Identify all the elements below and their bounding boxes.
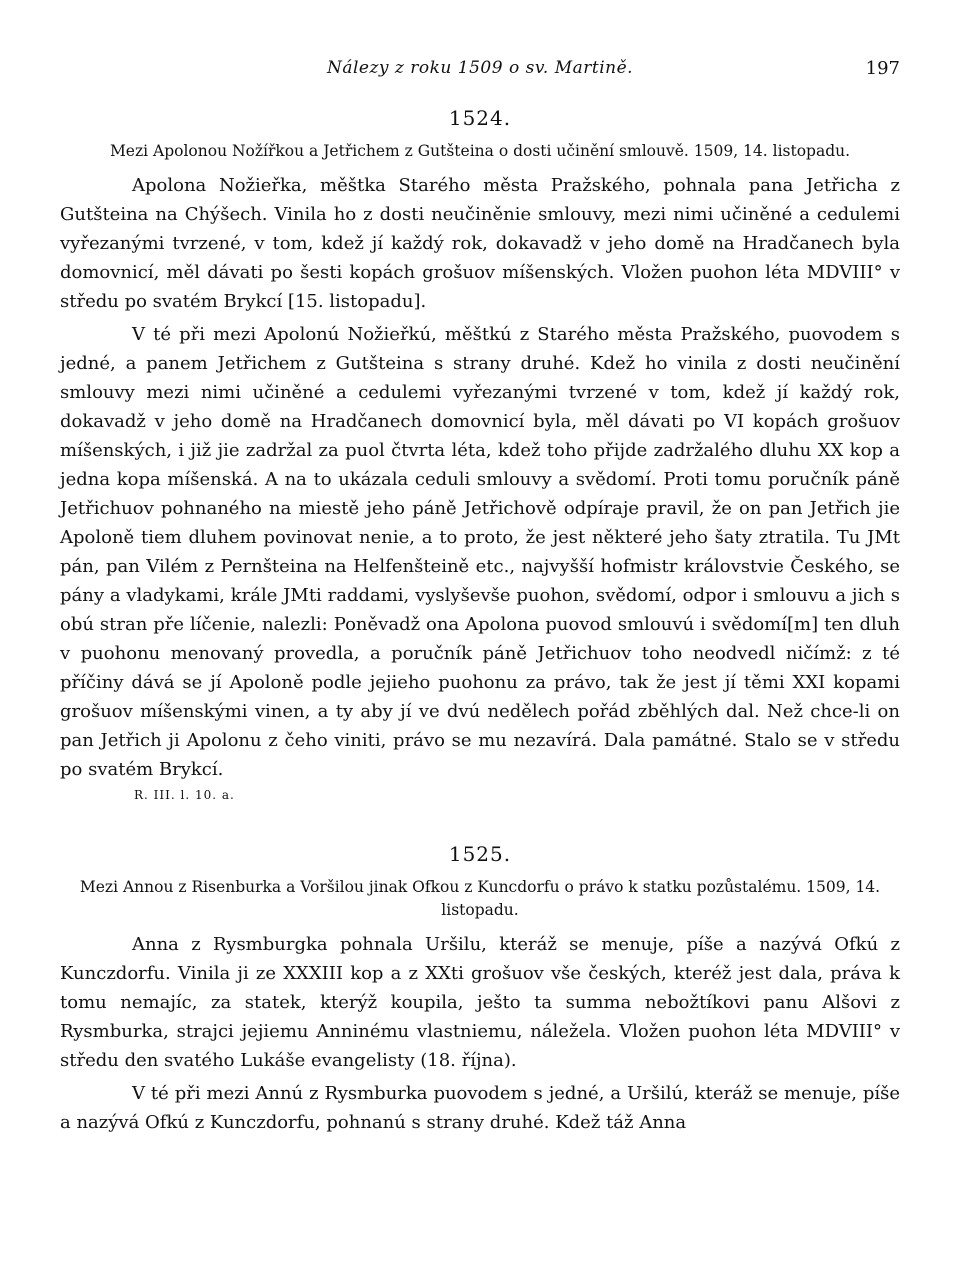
entry-1525 xyxy=(60,842,900,1137)
entry-paragraph: V té při mezi Apolonú Nožieřkú, měštkú z Starého města Pražského, puovodem s jedné, a panem Jetřichem z Gutšteina s strany druhé. Kdež ho vinila z dosti neučinění smlouvy mezi nimi učiněné a cedulemi vyřezanými tvrzené v tom, kdež jí každý rok, dokavadž v jeho domě na Hradčanech domovnicí byla, měl dávati po VI kopách grošuov míšenských, i již jie zadržal za puol čtvrta léta, kdež toho přijde zadržalého dluhu XX kop a jedna kopa míšenská. A na to ukázala ceduli smlouvy a svědomí. Proti tomu poručník páně Jetřichuov pohnaného na miestě jeho páně Jetřichově odpíraje pravil, že on pan Jetřich jie Apoloně tiem dluhem povinovat nenie, a to proto, že jest některé jeho šaty ztratila. Tu JMt pán, pan Vilém z Pernšteina na Helfenšteině etc., najvyšší hofmistr královstvie Českého, se pány a vladykami, krále JMti raddami, vyslyševše puohon, svědomí, odpor i smlouvu a jich s obú stran pře líčenie, nalezli: Poněvadž ona Apolona puovod smlouvú i svědomí[m] ten dluh v puohonu menovaný provedla, a poručník páně Jetřichuov toho neodvedl ničímž: z té příčiny dává se jí Apoloně podle jejieho puohonu za právo, tak že jest jí těmi XXI kopami grošuov míšenskými vinen, a ty aby jí ve dvú nedělech pořád zběhlých dal. Než chce-li on pan Jetřich ji Apolonu z čeho viniti, právo se mu nezavírá. Dala památné. Stalo se v středu po svatém Brykcí. xyxy=(60,324,900,780)
entry-paragraph: Anna z Rysmburgka pohnala Uršilu, kteráž se menuje, píše a nazývá Ofkú z Kunczdorfu. Vinila ji ze XXXIII kop a z XXti grošuov vše českých, kteréž jest dala, práva k tomu nemajíc, za statek, kterýž koupila, ješto ta summa nebožtíkovi panu Alšovi z Rysmburka, strajci jejiemu Anninému vlastniemu, náležela. Vložen puohon léta MDVIII° v středu den svatého Lukáše evangelisty (18. října). xyxy=(60,934,900,1071)
entry-1524 xyxy=(60,106,900,802)
entry-paragraph: V té při mezi Annú z Rysmburka puovodem s jedné, a Uršilú, kteráž se menuje, píše a nazývá Ofkú z Kunczdorfu, pohnanú s strany druhé. Kdež táž Anna xyxy=(60,1083,900,1133)
source-reference: R. III. l. 10. a. xyxy=(134,788,235,802)
entry-paragraph: Apolona Nožieřka, měštka Starého města Pražského, pohnala pana Jetřicha z Gutšteina na Chýšech. Vinila ho z dosti neučiněnie smlouvy, mezi nimi učiněné a cedulemi vyřezanými tvrzené, v tom, kdež jí každý rok, dokavadž v jeho domě na Hradčanech byla domovnicí, měl dávati po šesti kopách grošuov míšenských. Vložen puohon léta MDVIII° v středu po svatém Brykcí [15. listopadu]. xyxy=(60,175,900,312)
running-head: Nálezy z roku 1509 o sv. Martině. xyxy=(326,58,634,78)
entry-number: 1525. xyxy=(448,842,512,866)
entry-regest: Mezi Apolonou Nožířkou a Jetřichem z Gutšteina o dosti učinění smlouvě. 1509, 14. listopadu. xyxy=(109,142,851,160)
document-page xyxy=(60,58,900,1141)
page-header xyxy=(60,58,900,92)
entry-number: 1524. xyxy=(448,106,512,130)
entry-regest: Mezi Annou z Risenburka a Voršilou jinak Ofkou z Kuncdorfu o právo k statku pozůstalému. 1509, 14. listopadu. xyxy=(79,878,881,919)
page-number: 197 xyxy=(865,58,900,79)
